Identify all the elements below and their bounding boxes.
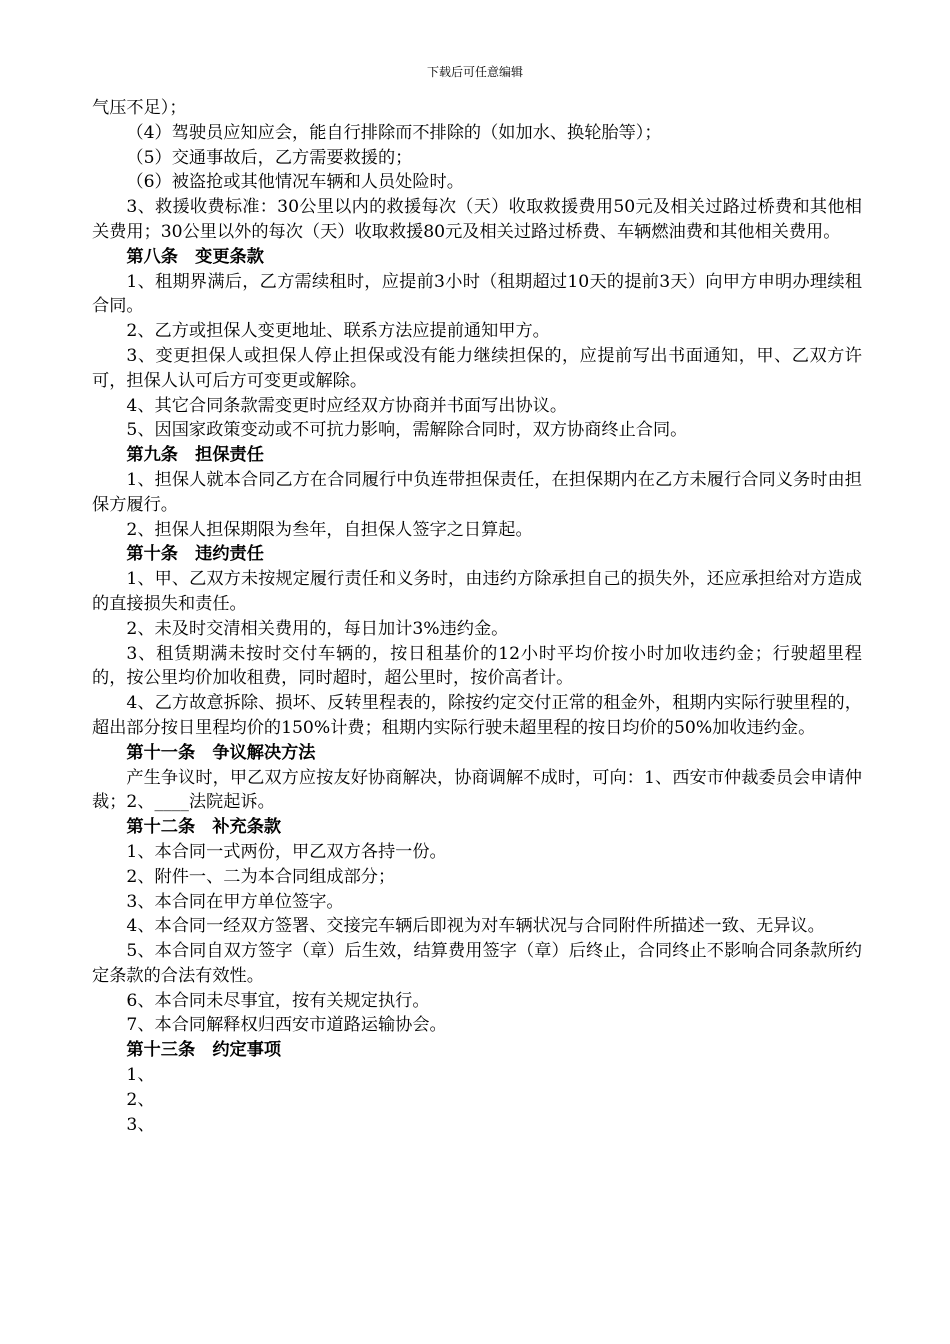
section-heading: 第十二条 补充条款 [126,817,282,838]
paragraph: 2、 [126,1089,155,1110]
section-heading: 第九条 担保责任 [126,445,264,466]
paragraph: 产生争议时，甲乙双方应按友好协商解决，协商调解不成时，可向：1、西安市仲裁委员会申请仲裁；2、____法院起诉。 [92,767,862,813]
paragraph: 3、租赁期满未按时交付车辆的，按日租基价的12小时平均价按小时加收违约金；行驶超里程的，按公里均价加收租费，同时超时，超公里时，按价高者计。 [92,643,862,689]
paragraph: 2、担保人担保期限为叁年，自担保人签字之日算起。 [126,519,533,540]
page-header: 下载后可任意编辑 [426,65,523,79]
document-body [92,96,862,1137]
paragraph: 1、甲、乙双方未按规定履行责任和义务时，由违约方除承担自己的损失外，还应承担给对方造成的直接损失和责任。 [92,569,862,614]
paragraph: 1、 [126,1065,155,1086]
paragraph: 4、乙方故意拆除、损坏、反转里程表的，除按约定交付正常的租金外，租期内实际行驶里程的，超出部分按日里程均价的150%计费；租期内实际行驶未超里程的按日均价的50%加收违约金。 [92,693,862,738]
paragraph: 1、担保人就本合同乙方在合同履行中负连带担保责任，在担保期内在乙方未履行合同义务时由担保方履行。 [92,469,862,515]
paragraph: 3、本合同在甲方单位签字。 [126,891,344,912]
paragraph: 7、本合同解释权归西安市道路运输协会。 [126,1015,447,1036]
paragraph: 4、本合同一经双方签署、交接完车辆后即视为对车辆状况与合同附件所描述一致、无异议。 [126,916,825,937]
section-heading: 第十条 违约责任 [126,544,264,565]
paragraph: （5）交通事故后，乙方需要救援的； [126,147,413,168]
paragraph: 4、其它合同条款需变更时应经双方协商并书面写出协议。 [126,395,568,416]
paragraph: （4）驾驶员应知应会，能自行排除而不排除的（如加水、换轮胎等）； [126,122,662,143]
paragraph: 气压不足）； [92,98,187,118]
paragraph: 3、 [126,1114,155,1135]
section-heading: 第十三条 约定事项 [126,1040,282,1061]
paragraph: 5、本合同自双方签字（章）后生效，结算费用签字（章）后终止，合同终止不影响合同条款所约定条款的合法有效性。 [92,941,862,986]
paragraph: 1、租期界满后，乙方需续租时，应提前3小时（租期超过10天的提前3天）向甲方申明办理续租合同。 [92,271,862,317]
paragraph: 2、未及时交清相关费用的，每日加计3%违约金。 [126,618,509,639]
paragraph: 2、附件一、二为本合同组成部分； [126,866,396,887]
section-heading: 第八条 变更条款 [126,246,264,267]
paragraph: 1、本合同一式两份，甲乙双方各持一份。 [126,841,447,862]
paragraph: 6、本合同未尽事宜，按有关规定执行。 [126,990,430,1011]
paragraph: 2、乙方或担保人变更地址、联系方法应提前通知甲方。 [126,321,550,342]
paragraph: （6）被盗抢或其他情况车辆和人员处险时。 [126,172,464,193]
paragraph: 3、救援收费标准：30公里以内的救援每次（天）收取救援费用50元及相关过路过桥费和其他相关费用；30公里以外的每次（天）收取救援80元及相关过路过桥费、车辆燃油费和其他相关费用。 [92,197,862,242]
paragraph: 5、因国家政策变动或不可抗力影响，需解除合同时，双方协商终止合同。 [126,420,688,441]
paragraph: 3、变更担保人或担保人停止担保或没有能力继续担保的，应提前写出书面通知，甲、乙双方许可，担保人认可后方可变更或解除。 [92,345,862,391]
section-heading: 第十一条 争议解决方法 [126,742,316,763]
